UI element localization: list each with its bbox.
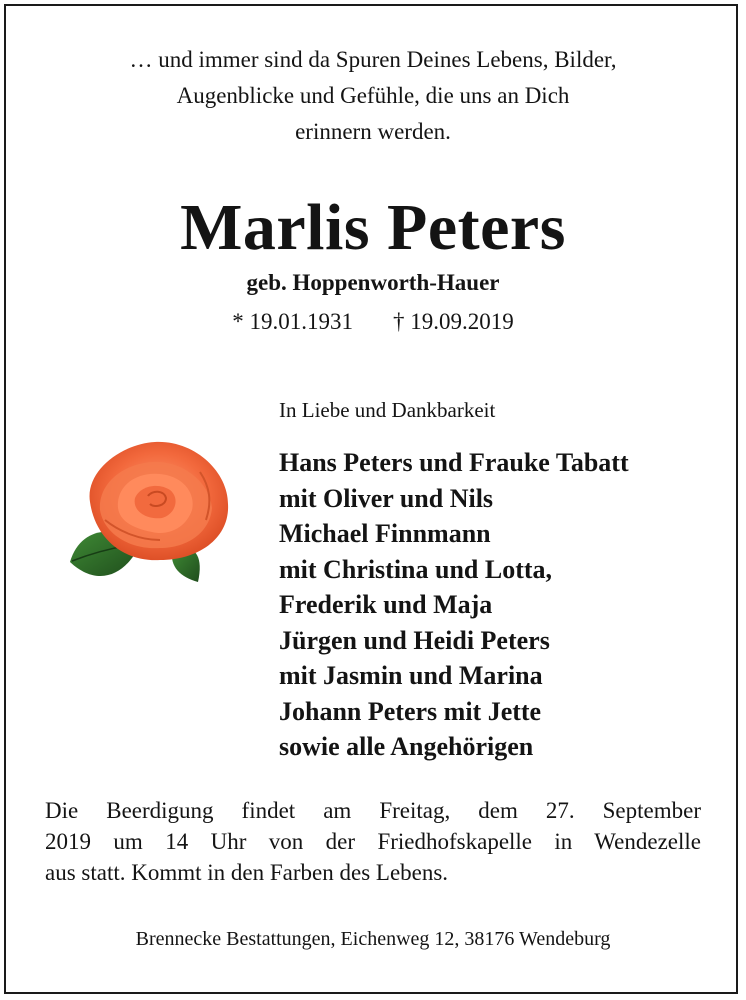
list-item: Frederik und Maja <box>279 590 493 619</box>
deceased-name: Marlis Peters <box>180 191 566 264</box>
funeral-line: aus statt. Kommt in den Farben des Lebens. <box>45 860 449 885</box>
orange-rose-icon <box>60 432 246 592</box>
list-item: Hans Peters und Frauke Tabatt <box>279 448 629 477</box>
poem-line: Augenblicke und Gefühle, die uns an Dich <box>176 83 570 108</box>
life-dates <box>0 307 746 337</box>
list-item: mit Jasmin und Marina <box>279 661 543 690</box>
maiden-name: geb. Hoppenworth-Hauer <box>246 270 500 295</box>
list-item: mit Christina und Lotta, <box>279 554 553 584</box>
list-item: Jürgen und Heidi Peters <box>279 625 550 655</box>
funeral-notice <box>45 795 701 888</box>
funeral-line: Die Beerdigung findet am Freitag, dem 27. September <box>45 798 701 823</box>
funeral-line: 2019 um 14 Uhr von der Friedhofskapelle in Wendezelle <box>45 829 701 854</box>
list-item: Michael Finnmann <box>279 519 491 548</box>
poem-text <box>0 42 746 150</box>
poem-line: … und immer sind da Spuren Deines Lebens, Bilder, <box>129 47 617 72</box>
undertaker-footer: Brennecke Bestattungen, Eichenweg 12, 38176 Wendeburg <box>135 928 611 950</box>
death-date: † 19.09.2019 <box>393 309 514 334</box>
list-item: sowie alle Angehörigen <box>279 732 534 761</box>
birth-date: * 19.01.1931 <box>232 309 353 334</box>
mourners-list <box>279 445 629 765</box>
poem-line: erinnern werden. <box>295 119 451 144</box>
list-item: mit Oliver und Nils <box>279 483 494 513</box>
mourners-intro: In Liebe und Dankbarkeit <box>279 398 496 422</box>
list-item: Johann Peters mit Jette <box>279 696 542 726</box>
